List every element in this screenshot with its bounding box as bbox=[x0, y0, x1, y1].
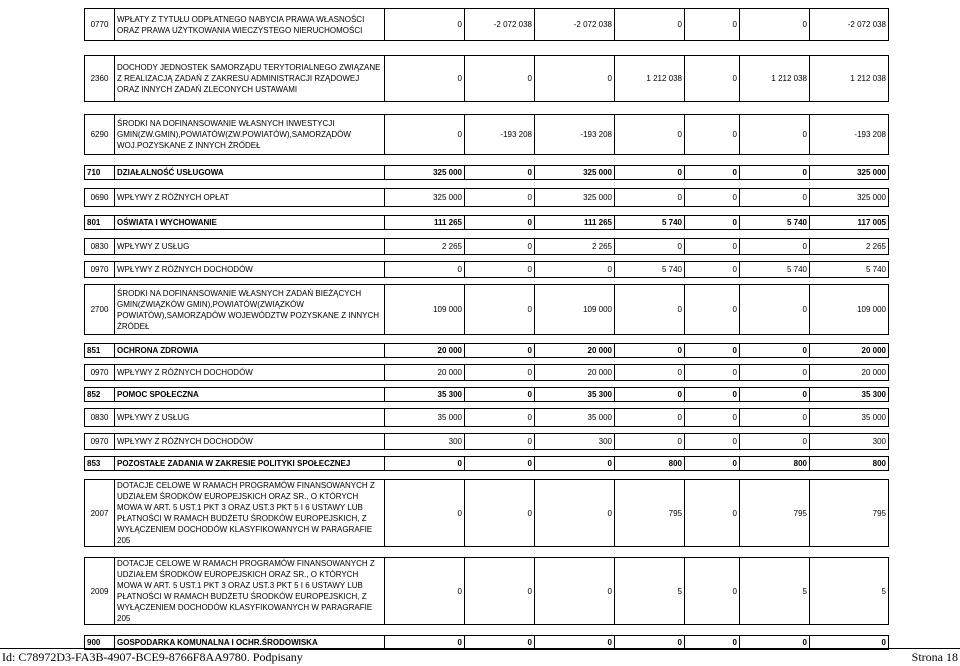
amount-cell: 0 bbox=[535, 480, 615, 547]
amount-cell: 0 bbox=[535, 262, 615, 278]
amount-cell: 0 bbox=[685, 166, 740, 180]
amount-cell: 0 bbox=[740, 115, 810, 155]
row-spacer bbox=[85, 335, 889, 344]
section-row bbox=[85, 457, 889, 471]
paragraph-code: 2007 bbox=[85, 480, 115, 547]
description: WPŁYWY Z RÓŻNYCH DOCHODÓW bbox=[115, 262, 385, 278]
page-number: Strona 18 bbox=[911, 650, 958, 664]
chapter-code: 710 bbox=[85, 166, 115, 180]
row-spacer bbox=[85, 278, 889, 285]
amount-cell: 5 740 bbox=[810, 262, 889, 278]
amount-cell: 0 bbox=[615, 239, 685, 255]
amount-cell: 0 bbox=[685, 56, 740, 102]
amount-cell: 0 bbox=[385, 457, 465, 471]
amount-cell: 0 bbox=[465, 262, 535, 278]
amount-cell: 35 000 bbox=[385, 409, 465, 427]
amount-cell: 0 bbox=[385, 558, 465, 625]
amount-cell: 5 740 bbox=[740, 262, 810, 278]
row-spacer bbox=[85, 427, 889, 434]
amount-cell: 0 bbox=[685, 558, 740, 625]
amount-cell: 0 bbox=[535, 636, 615, 650]
amount-cell: 20 000 bbox=[810, 344, 889, 358]
paragraph-code: 0830 bbox=[85, 409, 115, 427]
amount-cell: 0 bbox=[685, 457, 740, 471]
amount-cell: 35 000 bbox=[535, 409, 615, 427]
section-row bbox=[85, 216, 889, 230]
amount-cell: 0 bbox=[385, 636, 465, 650]
amount-cell: 111 265 bbox=[385, 216, 465, 230]
description: GOSPODARKA KOMUNALNA I OCHR.ŚRODOWISKA bbox=[115, 636, 385, 650]
row-spacer bbox=[85, 230, 889, 239]
amount-cell: 0 bbox=[685, 365, 740, 381]
amount-cell: 0 bbox=[535, 457, 615, 471]
amount-cell: 5 bbox=[810, 558, 889, 625]
paragraph-row bbox=[85, 262, 889, 278]
amount-cell: 0 bbox=[465, 285, 535, 335]
amount-cell: 0 bbox=[615, 166, 685, 180]
paragraph-row bbox=[85, 285, 889, 335]
amount-cell: 109 000 bbox=[535, 285, 615, 335]
amount-cell: 325 000 bbox=[810, 166, 889, 180]
description: WPŁYWY Z USŁUG bbox=[115, 239, 385, 255]
amount-cell: 1 212 038 bbox=[810, 56, 889, 102]
amount-cell: 35 300 bbox=[810, 388, 889, 402]
amount-cell: 109 000 bbox=[810, 285, 889, 335]
amount-cell: 325 000 bbox=[810, 189, 889, 207]
amount-cell: 0 bbox=[385, 9, 465, 41]
amount-cell: 0 bbox=[685, 344, 740, 358]
amount-cell: 0 bbox=[685, 434, 740, 450]
description: WPŁYWY Z USŁUG bbox=[115, 409, 385, 427]
amount-cell: 109 000 bbox=[385, 285, 465, 335]
amount-cell: 0 bbox=[465, 434, 535, 450]
row-spacer bbox=[85, 625, 889, 636]
amount-cell: 0 bbox=[740, 434, 810, 450]
page-footer bbox=[0, 648, 960, 666]
amount-cell: 0 bbox=[615, 365, 685, 381]
amount-cell: -2 072 038 bbox=[810, 9, 889, 41]
amount-cell: 0 bbox=[685, 388, 740, 402]
row-spacer bbox=[85, 402, 889, 409]
paragraph-row bbox=[85, 115, 889, 155]
amount-cell: 0 bbox=[810, 636, 889, 650]
amount-cell: 0 bbox=[465, 239, 535, 255]
description: ŚRODKI NA DOFINANSOWANIE WŁASNYCH INWESTYCJI GMIN(ZW.GMIN),POWIATÓW(ZW.POWIATÓW),SAMORZĄDÓW WOJ.POZYSKANE Z INNYCH ŹRÓDEŁ bbox=[115, 115, 385, 155]
budget-table bbox=[84, 8, 889, 650]
amount-cell: 0 bbox=[385, 56, 465, 102]
amount-cell: 0 bbox=[465, 388, 535, 402]
amount-cell: 0 bbox=[740, 409, 810, 427]
amount-cell: 0 bbox=[685, 216, 740, 230]
amount-cell: 0 bbox=[740, 344, 810, 358]
amount-cell: 20 000 bbox=[535, 344, 615, 358]
amount-cell: 0 bbox=[740, 189, 810, 207]
amount-cell: 1 212 038 bbox=[615, 56, 685, 102]
amount-cell: 0 bbox=[740, 365, 810, 381]
paragraph-row bbox=[85, 480, 889, 547]
amount-cell: 0 bbox=[615, 434, 685, 450]
amount-cell: 20 000 bbox=[535, 365, 615, 381]
amount-cell: 0 bbox=[685, 189, 740, 207]
amount-cell: 0 bbox=[685, 239, 740, 255]
amount-cell: 325 000 bbox=[385, 166, 465, 180]
description: DZIAŁALNOŚĆ USŁUGOWA bbox=[115, 166, 385, 180]
amount-cell: 0 bbox=[685, 409, 740, 427]
paragraph-code: 0970 bbox=[85, 365, 115, 381]
amount-cell: 0 bbox=[685, 9, 740, 41]
amount-cell: 111 265 bbox=[535, 216, 615, 230]
amount-cell: 300 bbox=[385, 434, 465, 450]
amount-cell: 2 265 bbox=[385, 239, 465, 255]
section-row bbox=[85, 166, 889, 180]
description: OCHRONA ZDROWIA bbox=[115, 344, 385, 358]
amount-cell: 300 bbox=[810, 434, 889, 450]
section-row bbox=[85, 388, 889, 402]
amount-cell: 1 212 038 bbox=[740, 56, 810, 102]
amount-cell: 5 740 bbox=[615, 216, 685, 230]
row-spacer bbox=[85, 180, 889, 189]
amount-cell: 2 265 bbox=[810, 239, 889, 255]
row-spacer bbox=[85, 255, 889, 262]
amount-cell: 800 bbox=[615, 457, 685, 471]
row-spacer bbox=[85, 102, 889, 115]
amount-cell: 20 000 bbox=[385, 344, 465, 358]
description: WPŁATY Z TYTUŁU ODPŁATNEGO NABYCIA PRAWA WŁASNOŚCI ORAZ PRAWA UŻYTKOWANIA WIECZYSTEGO NIERUCHOMOŚCI bbox=[115, 9, 385, 41]
chapter-code: 853 bbox=[85, 457, 115, 471]
amount-cell: 5 740 bbox=[615, 262, 685, 278]
amount-cell: -2 072 038 bbox=[535, 9, 615, 41]
paragraph-code: 2700 bbox=[85, 285, 115, 335]
row-spacer bbox=[85, 358, 889, 365]
amount-cell: 0 bbox=[615, 388, 685, 402]
amount-cell: 20 000 bbox=[385, 365, 465, 381]
amount-cell: 20 000 bbox=[810, 365, 889, 381]
amount-cell: 0 bbox=[465, 166, 535, 180]
amount-cell: -2 072 038 bbox=[465, 9, 535, 41]
budget-table-body bbox=[85, 9, 889, 650]
amount-cell: 5 bbox=[740, 558, 810, 625]
amount-cell: 795 bbox=[615, 480, 685, 547]
amount-cell: 0 bbox=[385, 115, 465, 155]
amount-cell: 0 bbox=[685, 480, 740, 547]
amount-cell: 0 bbox=[465, 365, 535, 381]
amount-cell: 0 bbox=[615, 409, 685, 427]
amount-cell: 0 bbox=[465, 344, 535, 358]
paragraph-code: 2009 bbox=[85, 558, 115, 625]
amount-cell: -193 208 bbox=[810, 115, 889, 155]
row-spacer bbox=[85, 155, 889, 166]
amount-cell: 325 000 bbox=[385, 189, 465, 207]
chapter-code: 801 bbox=[85, 216, 115, 230]
description: WPŁYWY Z RÓŻNYCH DOCHODÓW bbox=[115, 365, 385, 381]
amount-cell: 0 bbox=[615, 344, 685, 358]
paragraph-code: 0970 bbox=[85, 262, 115, 278]
row-spacer bbox=[85, 207, 889, 216]
paragraph-row bbox=[85, 409, 889, 427]
description: OŚWIATA I WYCHOWANIE bbox=[115, 216, 385, 230]
amount-cell: 35 000 bbox=[810, 409, 889, 427]
row-spacer bbox=[85, 381, 889, 388]
paragraph-code: 0770 bbox=[85, 9, 115, 41]
paragraph-row bbox=[85, 56, 889, 102]
amount-cell: 325 000 bbox=[535, 189, 615, 207]
amount-cell: 0 bbox=[465, 457, 535, 471]
paragraph-code: 6290 bbox=[85, 115, 115, 155]
row-spacer bbox=[85, 41, 889, 56]
description: DOCHODY JEDNOSTEK SAMORZĄDU TERYTORIALNEGO ZWIĄZANE Z REALIZACJĄ ZADAŃ Z ZAKRESU ADMINISTRACJI RZĄDOWEJ ORAZ INNYCH ZADAŃ ZLECONYCH USTAWAMI bbox=[115, 56, 385, 102]
description: POZOSTAŁE ZADANIA W ZAKRESIE POLITYKI SPOŁECZNEJ bbox=[115, 457, 385, 471]
amount-cell: 0 bbox=[740, 285, 810, 335]
amount-cell: 0 bbox=[740, 239, 810, 255]
description: POMOC SPOŁECZNA bbox=[115, 388, 385, 402]
amount-cell: 0 bbox=[385, 262, 465, 278]
paragraph-row bbox=[85, 189, 889, 207]
amount-cell: 0 bbox=[465, 636, 535, 650]
amount-cell: 0 bbox=[535, 558, 615, 625]
paragraph-code: 0690 bbox=[85, 189, 115, 207]
amount-cell: 35 300 bbox=[535, 388, 615, 402]
description: DOTACJE CELOWE W RAMACH PROGRAMÓW FINANSOWANYCH Z UDZIAŁEM ŚRODKÓW EUROPEJSKICH ORAZ SR., O KTÓRYCH MOWA W ART. 5 UST.1 PKT 3 ORAZ UST.3 PKT 5 I 6 USTAWY LUB PŁATNOŚCI W RAMACH BUDŻETU ŚRODKÓW EUROPEJSKICH, Z WYŁĄCZENIEM DOCHODÓW KLASYFIKOWANYCH W PARAGRAFIE 205 bbox=[115, 558, 385, 625]
paragraph-code: 0830 bbox=[85, 239, 115, 255]
amount-cell: 117 005 bbox=[810, 216, 889, 230]
paragraph-row bbox=[85, 558, 889, 625]
amount-cell: 2 265 bbox=[535, 239, 615, 255]
amount-cell: 0 bbox=[465, 480, 535, 547]
amount-cell: 795 bbox=[810, 480, 889, 547]
row-spacer bbox=[85, 547, 889, 558]
amount-cell: 0 bbox=[465, 189, 535, 207]
paragraph-row bbox=[85, 9, 889, 41]
amount-cell: 5 740 bbox=[740, 216, 810, 230]
amount-cell: 800 bbox=[810, 457, 889, 471]
amount-cell: 0 bbox=[740, 388, 810, 402]
amount-cell: 0 bbox=[465, 409, 535, 427]
amount-cell: 0 bbox=[615, 636, 685, 650]
amount-cell: 0 bbox=[685, 262, 740, 278]
amount-cell: 0 bbox=[685, 636, 740, 650]
paragraph-code: 0970 bbox=[85, 434, 115, 450]
description: DOTACJE CELOWE W RAMACH PROGRAMÓW FINANSOWANYCH Z UDZIAŁEM ŚRODKÓW EUROPEJSKICH ORAZ SR., O KTÓRYCH MOWA W ART. 5 UST.1 PKT 3 ORAZ UST.3 PKT 5 I 6 USTAWY LUB PŁATNOŚCI W RAMACH BUDŻETU ŚRODKÓW EUROPEJSKICH, Z WYŁĄCZENIEM DOCHODÓW KLASYFIKOWANYCH W PARAGRAFIE 205 bbox=[115, 480, 385, 547]
chapter-code: 851 bbox=[85, 344, 115, 358]
amount-cell: 0 bbox=[740, 636, 810, 650]
amount-cell: 0 bbox=[685, 115, 740, 155]
amount-cell: 0 bbox=[615, 285, 685, 335]
paragraph-row bbox=[85, 239, 889, 255]
amount-cell: 5 bbox=[615, 558, 685, 625]
paragraph-row bbox=[85, 434, 889, 450]
amount-cell: 0 bbox=[740, 9, 810, 41]
amount-cell: 0 bbox=[385, 480, 465, 547]
amount-cell: 0 bbox=[615, 189, 685, 207]
description: ŚRODKI NA DOFINANSOWANIE WŁASNYCH ZADAŃ BIEŻĄCYCH GMIN(ZWIĄZKÓW GMIN),POWIATÓW(ZWIĄZKÓW POWIATÓW),SAMORZĄDÓW WOJEWÓDZTW POZYSKANE Z INNYCH ŹRÓDEŁ bbox=[115, 285, 385, 335]
paragraph-code: 2360 bbox=[85, 56, 115, 102]
amount-cell: 0 bbox=[615, 9, 685, 41]
amount-cell: 0 bbox=[465, 56, 535, 102]
amount-cell: -193 208 bbox=[465, 115, 535, 155]
amount-cell: 0 bbox=[535, 56, 615, 102]
amount-cell: 0 bbox=[685, 285, 740, 335]
document-id: Id: C78972D3-FA3B-4907-BCE9-8766F8AA9780. Podpisany bbox=[2, 650, 303, 664]
row-spacer bbox=[85, 471, 889, 480]
amount-cell: 35 300 bbox=[385, 388, 465, 402]
amount-cell: 325 000 bbox=[535, 166, 615, 180]
amount-cell: 800 bbox=[740, 457, 810, 471]
amount-cell: -193 208 bbox=[535, 115, 615, 155]
row-spacer bbox=[85, 450, 889, 457]
amount-cell: 0 bbox=[740, 166, 810, 180]
amount-cell: 0 bbox=[615, 115, 685, 155]
amount-cell: 0 bbox=[465, 558, 535, 625]
chapter-code: 852 bbox=[85, 388, 115, 402]
amount-cell: 300 bbox=[535, 434, 615, 450]
paragraph-row bbox=[85, 365, 889, 381]
chapter-code: 900 bbox=[85, 636, 115, 650]
description: WPŁYWY Z RÓŻNYCH DOCHODÓW bbox=[115, 434, 385, 450]
description: WPŁYWY Z RÓŻNYCH OPŁAT bbox=[115, 189, 385, 207]
section-row bbox=[85, 344, 889, 358]
amount-cell: 0 bbox=[465, 216, 535, 230]
amount-cell: 795 bbox=[740, 480, 810, 547]
